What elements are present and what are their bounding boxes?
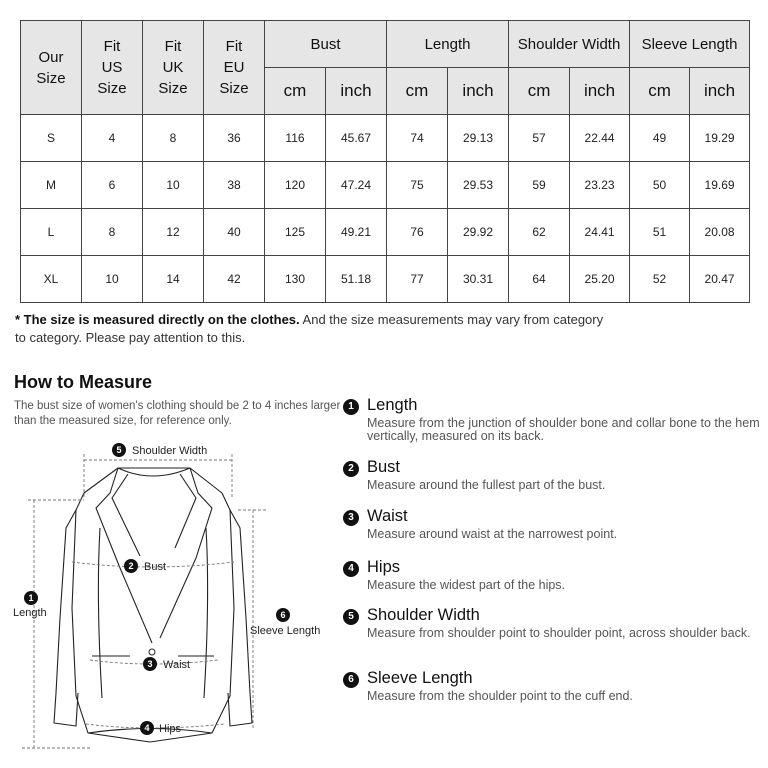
size-cell: 57 — [509, 115, 570, 162]
header-bust: Bust — [265, 21, 387, 68]
size-cell: 29.53 — [448, 162, 509, 209]
size-chart-table — [20, 20, 750, 303]
header-sleeve-length: Sleeve Length — [630, 21, 750, 68]
unit-inch: inch — [448, 68, 509, 115]
label-length: Length — [13, 607, 47, 619]
size-cell: 8 — [82, 209, 143, 256]
size-cell: 23.23 — [570, 162, 630, 209]
size-cell: 45.67 — [326, 115, 387, 162]
number-badge: 5 — [343, 609, 359, 625]
size-cell: 22.44 — [570, 115, 630, 162]
jacket-diagram — [0, 438, 340, 768]
size-cell: 74 — [387, 115, 448, 162]
size-cell: 125 — [265, 209, 326, 256]
note-bold: * The size is measured directly on the clothes. — [15, 312, 300, 327]
size-cell: 51 — [630, 209, 690, 256]
size-cell: 29.13 — [448, 115, 509, 162]
measure-desc: Measure the widest part of the hips. — [367, 578, 566, 592]
badge-2-text: 2 — [128, 561, 134, 571]
size-cell: 6 — [82, 162, 143, 209]
size-cell: 10 — [143, 162, 204, 209]
unit-cm: cm — [265, 68, 326, 115]
size-cell: 25.20 — [570, 256, 630, 303]
size-cell: M — [21, 162, 82, 209]
size-cell: 42 — [204, 256, 265, 303]
header-fit-uk: Fit UK Size — [143, 21, 204, 115]
size-cell: L — [21, 209, 82, 256]
size-rows — [21, 115, 750, 303]
how-to-measure-title: How to Measure — [14, 372, 153, 392]
size-cell: 49 — [630, 115, 690, 162]
measure-desc: Measure around the fullest part of the bust. — [367, 478, 606, 492]
unit-inch: inch — [570, 68, 630, 115]
size-row — [21, 115, 750, 162]
size-cell: 62 — [509, 209, 570, 256]
measure-title: Sleeve Length — [367, 669, 473, 687]
size-cell: 19.29 — [690, 115, 750, 162]
header-fit-eu: Fit EU Size — [204, 21, 265, 115]
number-badge: 4 — [343, 561, 359, 577]
measure-desc: Measure from shoulder point to shoulder point, across shoulder back. — [367, 626, 751, 640]
number-badge: 6 — [343, 672, 359, 688]
size-cell: 36 — [204, 115, 265, 162]
size-cell: 38 — [204, 162, 265, 209]
size-cell: 40 — [204, 209, 265, 256]
unit-inch: inch — [326, 68, 387, 115]
size-row — [21, 256, 750, 303]
size-cell: 77 — [387, 256, 448, 303]
size-cell: 120 — [265, 162, 326, 209]
size-cell: 29.92 — [448, 209, 509, 256]
size-cell: 20.47 — [690, 256, 750, 303]
size-row — [21, 162, 750, 209]
header-fit-us: Fit US Size — [82, 21, 143, 115]
how-to-measure-intro: The bust size of women's clothing should be 2 to 4 inches larger than the measured size, for reference only. — [14, 400, 341, 427]
size-cell: 20.08 — [690, 209, 750, 256]
size-cell: 50 — [630, 162, 690, 209]
size-cell: 10 — [82, 256, 143, 303]
badge-5-text: 5 — [116, 445, 122, 455]
size-cell: 64 — [509, 256, 570, 303]
size-cell: 4 — [82, 115, 143, 162]
measure-desc: Measure from the shoulder point to the cuff end. — [367, 689, 633, 703]
measure-title: Length — [367, 396, 418, 414]
header-our-size: Our Size — [21, 21, 82, 115]
size-cell: 76 — [387, 209, 448, 256]
measure-title: Waist — [367, 507, 408, 525]
label-bust: Bust — [144, 561, 167, 573]
size-cell: 49.21 — [326, 209, 387, 256]
size-cell: 52 — [630, 256, 690, 303]
size-cell: 8 — [143, 115, 204, 162]
size-cell: 75 — [387, 162, 448, 209]
measure-desc: Measure around waist at the narrowest point. — [367, 527, 618, 541]
unit-cm: cm — [630, 68, 690, 115]
header-shoulder-width: Shoulder Width — [509, 21, 630, 68]
badge-6-text: 6 — [280, 610, 286, 620]
size-cell: 12 — [143, 209, 204, 256]
size-cell: 14 — [143, 256, 204, 303]
size-cell: 30.31 — [448, 256, 509, 303]
number-badge: 2 — [343, 461, 359, 477]
header-length: Length — [387, 21, 509, 68]
badge-4-text: 4 — [144, 723, 150, 733]
size-cell: 130 — [265, 256, 326, 303]
label-waist: Waist — [163, 659, 191, 671]
size-cell: 47.24 — [326, 162, 387, 209]
measure-title: Hips — [367, 558, 401, 576]
label-shoulder-width: Shoulder Width — [132, 445, 208, 457]
badge-1-text: 1 — [28, 593, 34, 603]
size-cell: 116 — [265, 115, 326, 162]
size-cell: XL — [21, 256, 82, 303]
label-hips: Hips — [159, 723, 182, 735]
number-badge: 3 — [343, 510, 359, 526]
jacket-button — [149, 649, 155, 655]
measure-title: Bust — [367, 458, 401, 476]
jacket-outline — [54, 468, 252, 742]
unit-inch: inch — [690, 68, 750, 115]
badge-3-text: 3 — [147, 659, 153, 669]
size-cell: 51.18 — [326, 256, 387, 303]
unit-cm: cm — [387, 68, 448, 115]
size-row — [21, 209, 750, 256]
size-cell: 19.69 — [690, 162, 750, 209]
number-badge: 1 — [343, 399, 359, 415]
label-sleeve-length: Sleeve Length — [250, 625, 321, 637]
size-cell: S — [21, 115, 82, 162]
unit-cm: cm — [509, 68, 570, 115]
size-cell: 24.41 — [570, 209, 630, 256]
measure-guides — [22, 454, 268, 748]
size-cell: 59 — [509, 162, 570, 209]
measurement-note — [15, 311, 615, 347]
note-rest: And the size measurements may vary from category to category. Please pay attention to this. — [15, 312, 604, 345]
measure-desc: Measure from the junction of shoulder bone and collar bone to the hem vertically, measured on its back. — [367, 416, 760, 443]
measure-title: Shoulder Width — [367, 606, 480, 624]
